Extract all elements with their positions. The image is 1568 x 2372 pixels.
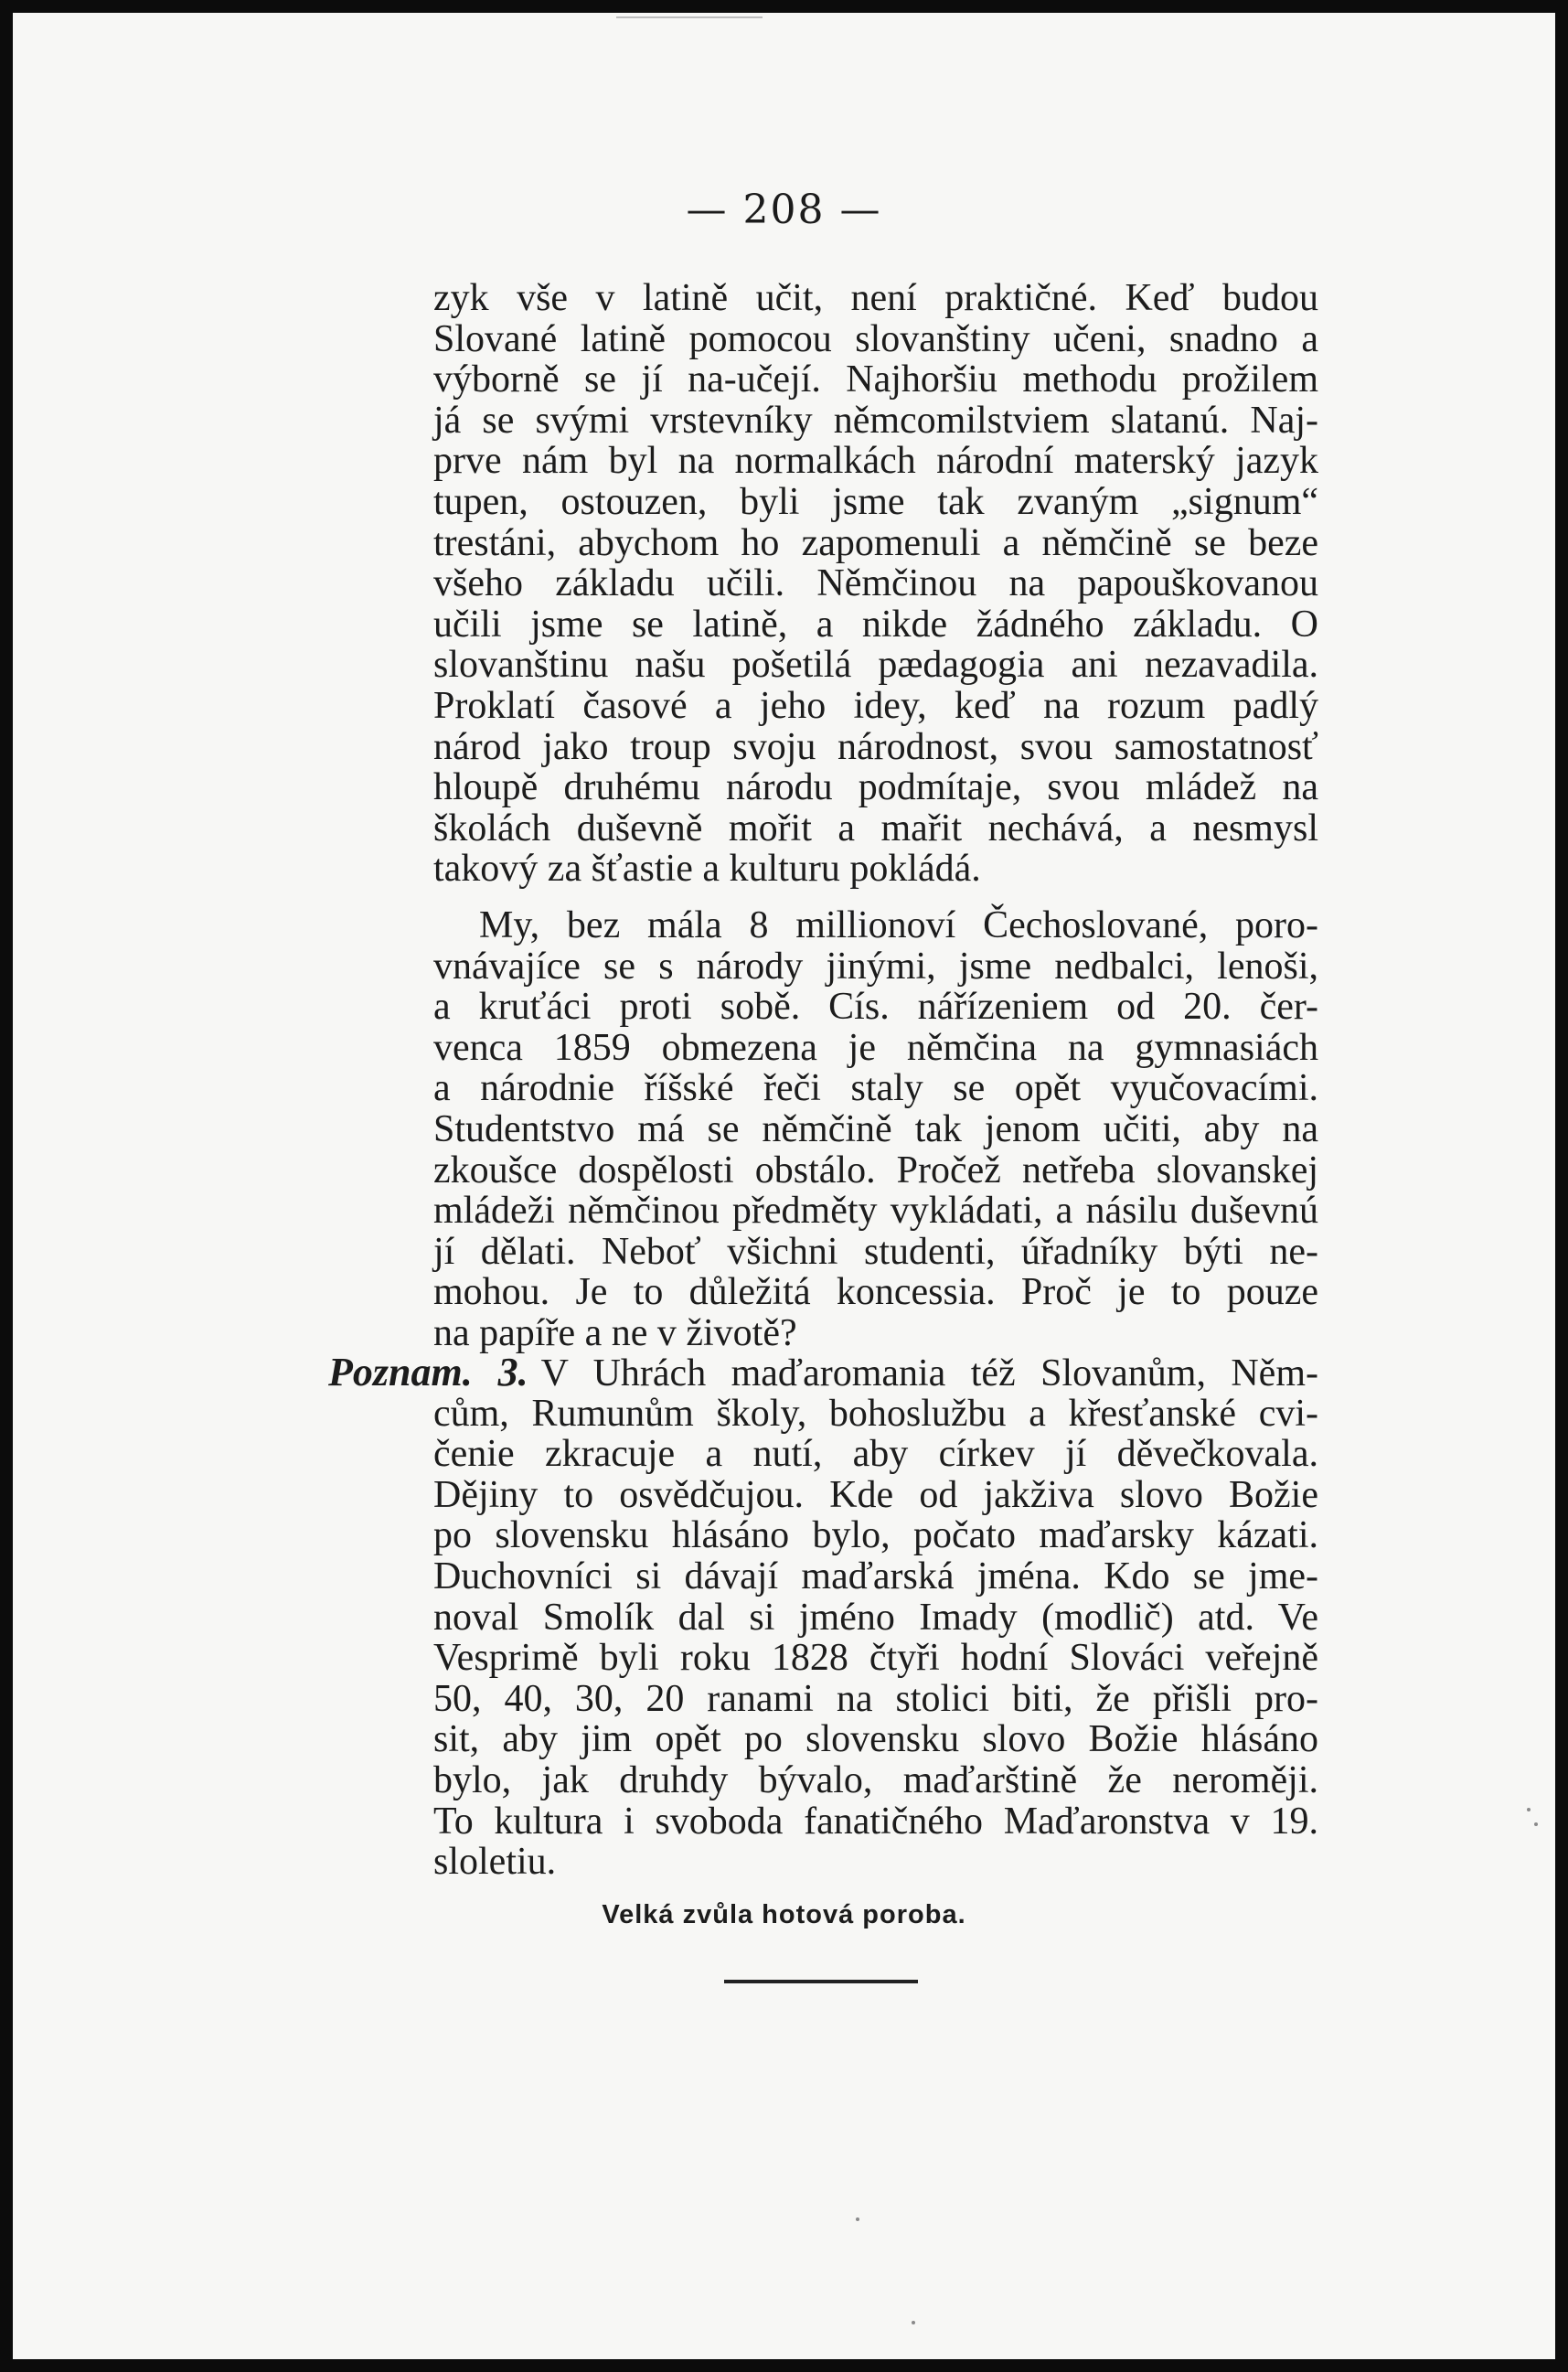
text-line: takový za šťastie a kulturu pokládá. [433, 848, 981, 891]
text-line: cům, Rumunům školy, bohoslužbu a křesťanské cvi- [433, 1392, 1318, 1435]
text-line: tupen, ostouzen, byli jsme tak zvaným „signum“ [433, 480, 1318, 523]
page-number: — 208 — [686, 187, 882, 233]
closing-rule [724, 1980, 918, 1983]
footnote-first-line-text: V Uhrách maďaromania též Slovanům, Něm- [540, 1352, 1318, 1394]
text-line: noval Smolík dal si jméno Imady (modlič) atd. Ve [433, 1596, 1318, 1639]
paper-speck [1534, 1822, 1538, 1826]
text-line: sit, aby jim opět po slovensku slovo Božie hlásáno [433, 1718, 1318, 1761]
paragraph-2 [433, 905, 1318, 1354]
text-line: hloupě druhému národu podmítaje, svou mládež na [433, 766, 1318, 809]
text-line: prve nám byl na normalkách národní materský jazyk [433, 440, 1318, 483]
footnote-first-line [328, 1352, 1318, 1394]
text-line: výborně se jí na-učejí. Najhoršiu methodu prožilem [433, 358, 1318, 401]
text-line: Studentstvo má se němčině tak jenom učiti, aby na [433, 1107, 1318, 1150]
text-line: mohou. Je to důležitá koncessia. Proč je to pouze [433, 1271, 1318, 1314]
text-line: To kultura i svoboda fanatičného Maďaronstva v 19. [433, 1800, 1318, 1843]
text-line: mládeži němčinou předměty vykládati, a násilu duševnú [433, 1190, 1318, 1233]
footnote-body [328, 1394, 1318, 1883]
text-line: 50, 40, 30, 20 ranami na stolici biti, že přišli pro- [433, 1677, 1318, 1720]
paper-speck [1527, 1808, 1531, 1811]
text-line: Slované latině pomocou slovanštiny učeni, snadno a [433, 317, 1318, 360]
text-line: bylo, jak druhdy bývalo, maďarštině že neroměji. [433, 1758, 1318, 1801]
text-line: venca 1859 obmezena je němčina na gymnasiách [433, 1026, 1318, 1069]
text-line: Vesprimě byli roku 1828 čtyři hodní Slováci veřejně [433, 1637, 1318, 1680]
text-line: Proklatí časové a jeho idey, keď na rozum padlý [433, 684, 1318, 727]
text-line: všeho základu učili. Němčinou na papouškovanou [433, 562, 1318, 605]
text-line: čenie zkracuje a nutí, aby církev jí děvečkovala. [433, 1433, 1318, 1476]
text-line: zyk vše v latině učit, není praktičné. Keď budou [433, 277, 1318, 319]
text-line: vnávajíce se s národy jinými, jsme nedbalci, lenoši, [433, 945, 1318, 988]
text-line: po slovensku hlásáno bylo, počato maďarsky kázati. [433, 1514, 1318, 1557]
text-line: sloletiu. [433, 1841, 557, 1884]
motto: Velká zvůla hotová poroba. [602, 1900, 966, 1929]
text-line: trestáni, abychom ho zapomenuli a němčině se beze [433, 521, 1318, 564]
text-line: Dějiny to osvědčujou. Kde od jakživa slovo Božie [433, 1473, 1318, 1516]
footnote [328, 1352, 1318, 1883]
paper-speck [912, 2321, 915, 2324]
paragraph-1 [433, 278, 1318, 890]
text-line: školách duševně mořit a mařit nechává, a nesmysl [433, 807, 1318, 849]
text-line: na papíře a ne v životě? [433, 1311, 797, 1354]
top-edge-mark [616, 16, 763, 18]
paper-speck [856, 2217, 859, 2221]
text-line: Duchovníci si dávají maďarská jména. Kdo se jme- [433, 1555, 1318, 1597]
text-line: já se svými vrstevníky němcomilstviem slatanú. Naj- [433, 399, 1318, 442]
footnote-label: Poznam. 3. [328, 1350, 528, 1394]
text-line: a kruťáci proti sobě. Cís. nářízeniem od 20. čer- [433, 986, 1318, 1029]
text-line: učili jsme se latině, a nikde žádného základu. O [433, 603, 1318, 646]
text-line: slovanštinu našu pošetilá pædagogia ani nezavadila. [433, 644, 1318, 687]
text-line: národ jako troup svoju národnost, svou samostatnosť [433, 725, 1318, 768]
text-line: a národnie říšské řeči staly se opět vyučovacími. [433, 1067, 1318, 1110]
text-line: jí dělati. Neboť všichni studenti, úřadníky býti ne- [433, 1230, 1318, 1273]
text-line: zkoušce dospělosti obstálo. Pročež netřeba slovanskej [433, 1149, 1318, 1191]
text-line: My, bez mála 8 millionoví Čechoslované, poro- [479, 904, 1318, 946]
document-page [13, 13, 1555, 2359]
